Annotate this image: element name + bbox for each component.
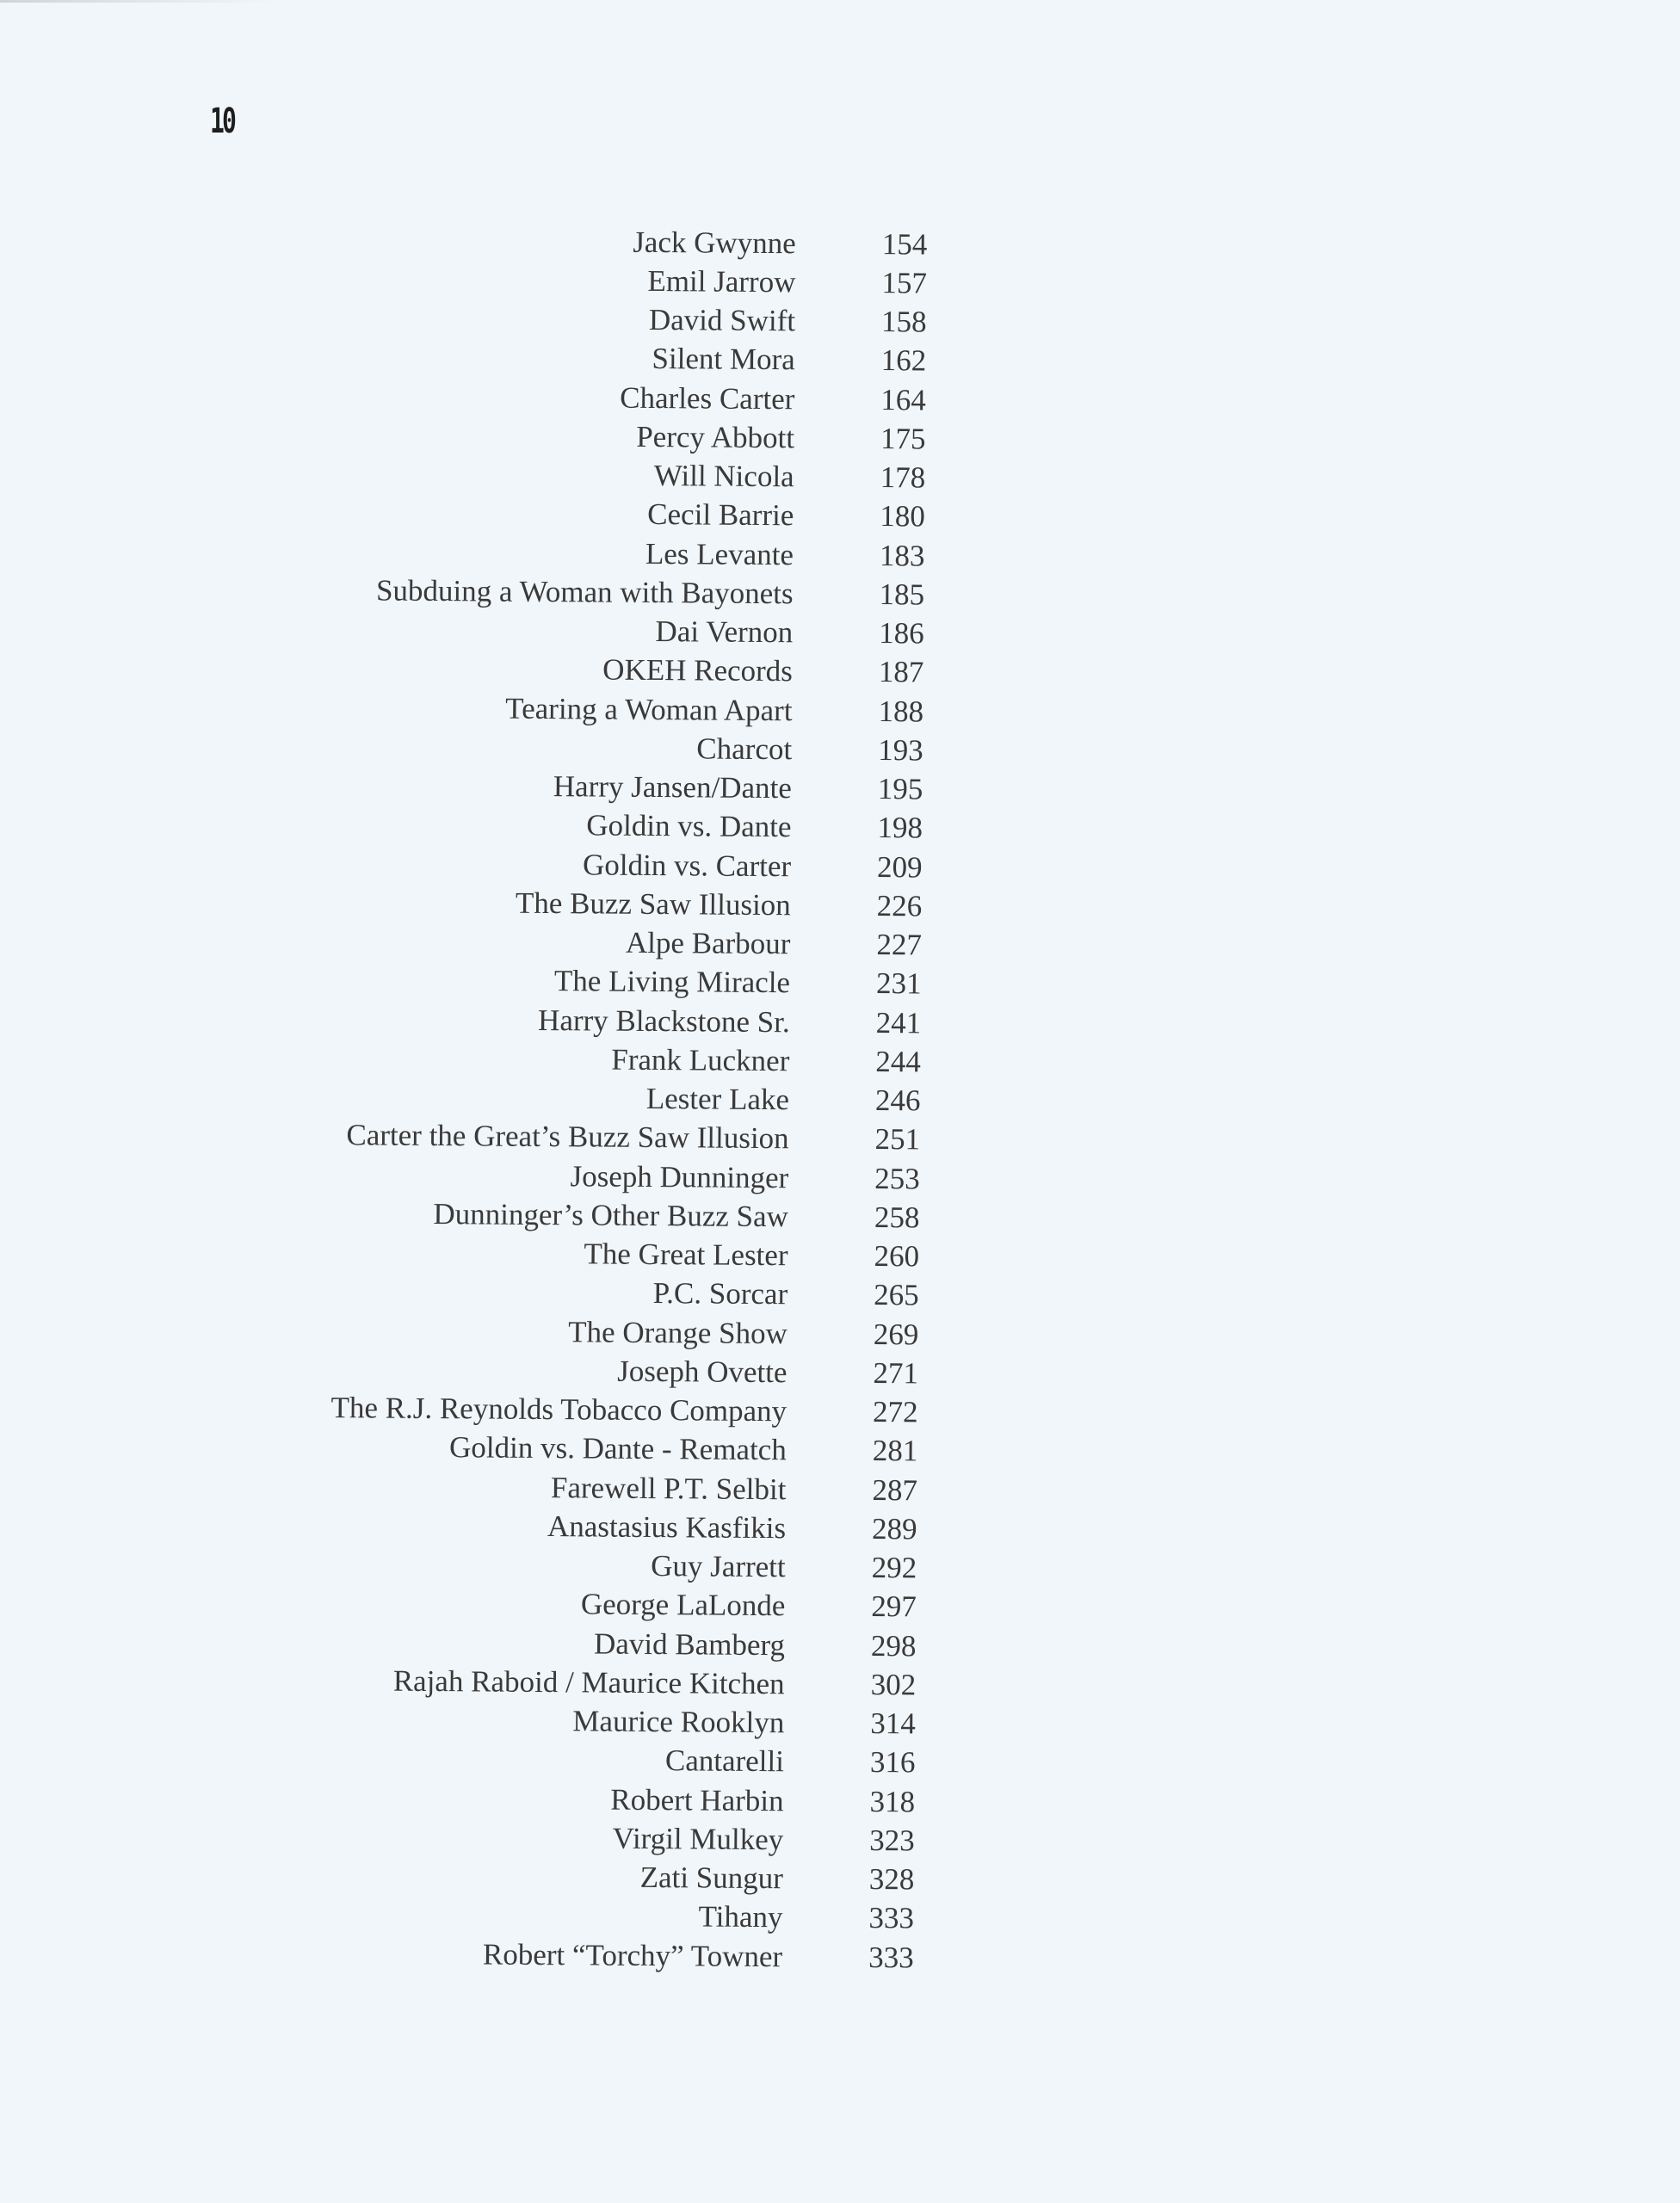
- toc-entry: [319, 1155, 973, 1199]
- toc-entry-page: 231: [875, 966, 922, 1001]
- toc-entry: [316, 1622, 970, 1666]
- toc-entry-title: P.C. Sorcar: [652, 1276, 788, 1311]
- page-number: 10: [210, 102, 235, 141]
- toc-entry: [313, 1895, 967, 1939]
- toc-entry-page: 272: [872, 1395, 918, 1429]
- toc-entry: [326, 298, 980, 342]
- toc-entry: [324, 493, 979, 537]
- toc-entry: [323, 765, 977, 809]
- toc-entry-title: Farewell P.T. Selbit: [550, 1470, 787, 1506]
- toc-entry-page: 260: [874, 1239, 920, 1274]
- toc-entry-page: 164: [880, 382, 927, 417]
- toc-entry-page: 162: [880, 343, 927, 378]
- toc-entry-title: Dunninger’s Other Buzz Saw: [433, 1196, 789, 1234]
- toc-entry: [315, 1661, 969, 1705]
- toc-entry-page: 246: [874, 1083, 921, 1118]
- toc-entry-title: Les Levante: [645, 536, 794, 571]
- toc-entry-title: Charles Carter: [620, 380, 795, 416]
- toc-entry-title: Carter the Great’s Buzz Saw Illusion: [346, 1118, 789, 1156]
- toc-entry-title: Dai Vernon: [655, 614, 794, 650]
- toc-entry: [326, 259, 980, 303]
- toc-entry-page: 323: [869, 1823, 915, 1858]
- toc-entry: [322, 805, 976, 848]
- toc-entry-title: Charcot: [696, 731, 793, 767]
- toc-entry-title: Emil Jarrow: [647, 263, 796, 299]
- toc-entry-page: 185: [879, 577, 925, 612]
- toc-entry-page: 292: [871, 1551, 917, 1585]
- toc-entry: [323, 726, 977, 770]
- toc-entry-title: Goldin vs. Dante - Rematch: [448, 1430, 787, 1467]
- toc-entry-title: Alpe Barbour: [625, 925, 791, 961]
- toc-entry-page: 316: [869, 1745, 916, 1780]
- toc-entry-title: Will Nicola: [653, 459, 794, 494]
- toc-entry-page: 265: [874, 1278, 919, 1312]
- toc-entry: [321, 999, 975, 1043]
- toc-entry-page: 302: [870, 1667, 917, 1702]
- toc-entry-title: Virgil Mulkey: [612, 1821, 784, 1857]
- toc-entry-page: 180: [880, 499, 925, 534]
- toc-entry: [323, 688, 977, 731]
- toc-entry-page: 178: [880, 460, 926, 495]
- toc-entry-title: Percy Abbott: [636, 419, 795, 455]
- toc-entry-page: 333: [868, 1901, 915, 1935]
- toc-entry-title: Joseph Ovette: [617, 1354, 788, 1390]
- toc-entry-page: 198: [877, 811, 923, 845]
- toc-entry: [318, 1311, 973, 1355]
- toc-entry: [316, 1583, 970, 1627]
- toc-entry-title: Joseph Dunninger: [570, 1158, 789, 1194]
- toc-entry-title: Guy Jarrett: [651, 1549, 786, 1584]
- scan-edge: [0, 0, 275, 3]
- toc-entry-title: George LaLonde: [580, 1587, 786, 1623]
- toc-entry: [314, 1778, 968, 1822]
- toc-entry: [317, 1544, 971, 1588]
- toc-entry: [325, 376, 979, 420]
- toc-entry: [321, 921, 975, 965]
- toc-entry-title: OKEH Records: [602, 652, 794, 688]
- toc-entry-title: Harry Jansen/Dante: [553, 769, 792, 805]
- toc-entry-page: 289: [871, 1511, 917, 1546]
- toc-entry-page: 253: [874, 1161, 920, 1196]
- toc-entry: [324, 571, 978, 614]
- toc-entry: [317, 1466, 971, 1510]
- toc-entry: [318, 1349, 972, 1393]
- toc-entry: [325, 454, 979, 497]
- toc-entry: [319, 1116, 973, 1160]
- toc-entry-title: The Buzz Saw Illusion: [515, 886, 791, 923]
- toc-entry-title: Tihany: [698, 1899, 783, 1935]
- toc-entry: [324, 532, 979, 576]
- toc-entry-page: 186: [879, 616, 924, 651]
- toc-entry: [317, 1505, 971, 1549]
- toc-entry: [313, 1934, 967, 1978]
- toc-entry-title: The Living Miracle: [553, 964, 791, 1000]
- toc-entry-page: 195: [877, 772, 923, 806]
- toc-entry-title: Jack Gwynne: [633, 225, 796, 260]
- toc-entry: [322, 882, 976, 926]
- toc-entry-page: 175: [880, 421, 926, 456]
- toc-entry-title: David Bamberg: [593, 1626, 786, 1662]
- toc-entry-page: 271: [873, 1355, 919, 1391]
- toc-entry-page: 298: [870, 1628, 917, 1663]
- toc-entry-page: 241: [875, 1005, 922, 1040]
- toc-entry: [315, 1739, 969, 1783]
- toc-entry: [319, 1194, 973, 1237]
- toc-entry-page: 287: [872, 1472, 918, 1508]
- toc-entry-page: 269: [873, 1317, 919, 1352]
- toc-entry-title: Goldin vs. Carter: [582, 847, 792, 883]
- toc-entry-title: Rajah Raboid / Maurice Kitchen: [392, 1663, 785, 1701]
- toc-entry: [318, 1232, 973, 1276]
- toc-entry-page: 193: [878, 732, 923, 768]
- toc-entry-page: 244: [875, 1044, 921, 1079]
- toc-entry-page: 251: [874, 1122, 921, 1157]
- toc-entry: [318, 1428, 972, 1472]
- toc-entry: [327, 220, 981, 264]
- toc-entry-title: Cantarelli: [664, 1743, 785, 1779]
- toc-entry-page: 258: [874, 1200, 920, 1235]
- toc-entry-title: David Swift: [648, 303, 796, 338]
- toc-entry-title: Goldin vs. Dante: [586, 808, 792, 844]
- table-of-contents: [313, 220, 981, 1978]
- toc-entry: [325, 415, 979, 459]
- toc-entry-title: The Great Lester: [584, 1237, 788, 1273]
- toc-entry-title: Robert “Torchy” Towner: [482, 1937, 783, 1973]
- toc-entry-page: 188: [878, 694, 924, 729]
- toc-entry: [321, 960, 975, 1004]
- toc-entry-page: 333: [868, 1940, 914, 1975]
- toc-entry: [314, 1855, 968, 1899]
- toc-entry-page: 183: [879, 538, 925, 573]
- toc-entry-title: Robert Harbin: [610, 1782, 784, 1817]
- toc-entry-page: 328: [868, 1862, 915, 1897]
- toc-entry-page: 227: [876, 928, 923, 962]
- toc-entry-page: 226: [876, 888, 923, 923]
- toc-entry-page: 158: [880, 305, 927, 339]
- toc-entry: [320, 1077, 974, 1120]
- toc-entry: [324, 609, 978, 653]
- toc-entry: [322, 843, 976, 887]
- toc-entry-title: Lester Lake: [645, 1082, 790, 1117]
- toc-entry: [320, 1038, 974, 1082]
- toc-entry-title: Maurice Rooklyn: [572, 1704, 785, 1740]
- toc-entry: [318, 1388, 972, 1432]
- toc-entry-title: The Orange Show: [568, 1314, 788, 1350]
- toc-entry-page: 154: [881, 226, 928, 262]
- toc-entry-page: 297: [871, 1589, 917, 1624]
- toc-entry-title: Tearing a Woman Apart: [505, 691, 793, 727]
- toc-entry-title: Frank Luckner: [611, 1042, 790, 1078]
- toc-entry-page: 187: [878, 655, 924, 689]
- toc-entry-title: Anastasius Kasfikis: [547, 1509, 787, 1546]
- toc-entry-page: 318: [869, 1784, 916, 1819]
- toc-entry-page: 209: [876, 849, 923, 885]
- toc-entry-title: Silent Mora: [652, 342, 795, 377]
- toc-entry-title: The R.J. Reynolds Tobacco Company: [330, 1391, 788, 1429]
- toc-entry-page: 157: [881, 265, 928, 300]
- toc-entry-title: Subduing a Woman with Bayonets: [375, 573, 794, 611]
- toc-entry: [326, 337, 980, 381]
- toc-entry-title: Harry Blackstone Sr.: [537, 1003, 790, 1039]
- toc-entry: [318, 1272, 973, 1316]
- toc-entry: [324, 649, 978, 693]
- toc-entry: [315, 1700, 969, 1743]
- toc-entry-title: Zati Sungur: [639, 1861, 784, 1896]
- toc-entry-page: 281: [872, 1434, 918, 1468]
- toc-entry: [314, 1817, 968, 1861]
- toc-entry-title: Cecil Barrie: [647, 497, 794, 533]
- toc-entry-page: 314: [870, 1706, 916, 1741]
